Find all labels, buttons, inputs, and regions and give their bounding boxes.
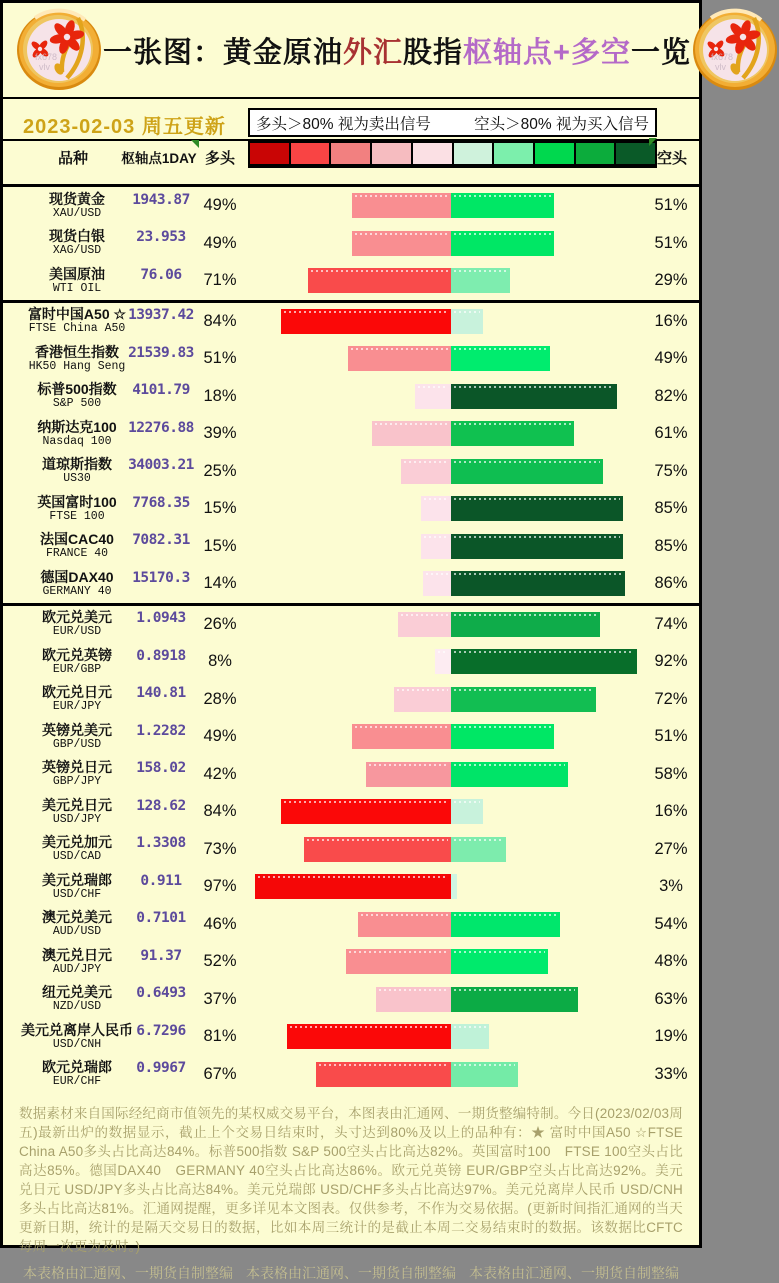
- table-row: [3, 262, 699, 300]
- column-header-pivot: 枢轴点1DAY: [121, 151, 197, 166]
- symbol-name: 道琼斯指数: [42, 456, 112, 473]
- short-percent: 16%: [654, 311, 688, 330]
- table-row: [3, 565, 699, 603]
- pivot-value: 15170.3: [132, 569, 190, 586]
- subheader: [3, 99, 699, 187]
- table-row: [3, 643, 699, 681]
- table-row: [3, 490, 699, 528]
- symbol-code: GBP/JPY: [52, 775, 102, 789]
- long-percent: 81%: [203, 1027, 237, 1045]
- long-bar: [394, 687, 451, 712]
- short-percent: 86%: [654, 574, 688, 592]
- pivot-value: 7082.31: [132, 532, 190, 548]
- symbol-code: EUR/CHF: [52, 1075, 102, 1089]
- page-title: [103, 30, 691, 71]
- short-percent: 51%: [654, 727, 688, 745]
- symbol-name: 澳元兑美元: [42, 909, 112, 926]
- long-bar: [346, 949, 451, 974]
- short-bar: [451, 268, 510, 293]
- symbol-code: AUD/JPY: [52, 962, 102, 976]
- symbol-name: 美元兑离岸人民币: [21, 1021, 133, 1038]
- long-bar: [352, 193, 451, 218]
- short-percent: 3%: [659, 877, 683, 895]
- long-percent: 52%: [203, 952, 237, 970]
- symbol-name: 香港恒生指数: [35, 343, 119, 360]
- symbol-code: USD/CAD: [52, 850, 102, 864]
- long-percent: 49%: [203, 196, 237, 214]
- table-row: [3, 378, 699, 416]
- short-percent: 51%: [654, 233, 688, 252]
- short-percent: 85%: [654, 499, 688, 517]
- short-bar: [451, 874, 457, 899]
- short-bar: [451, 612, 600, 637]
- long-percent: 73%: [203, 839, 237, 858]
- color-scale: [248, 141, 657, 168]
- symbol-code: NZD/USD: [52, 1000, 102, 1014]
- short-bar: [451, 1024, 489, 1049]
- long-bar: [308, 268, 451, 293]
- scale-swatch-6: [494, 143, 533, 164]
- long-percent: 39%: [203, 424, 237, 442]
- pivot-value: 12276.88: [128, 419, 194, 436]
- update-date: 2023-02-03 周五更新: [23, 116, 226, 138]
- long-bar: [435, 649, 451, 674]
- long-bar: [398, 612, 451, 637]
- symbol-name: 美元兑加元: [42, 834, 112, 851]
- scale-swatch-1: [291, 143, 330, 164]
- long-percent: 15%: [203, 499, 237, 517]
- svg-text:vlv: vlv: [39, 62, 50, 72]
- symbol-name: 德国DAX40: [40, 568, 114, 585]
- header: [3, 3, 734, 99]
- symbol-code: GERMANY 40: [42, 584, 112, 598]
- short-bar: [451, 534, 623, 559]
- table-row: [3, 303, 699, 341]
- pivot-value: 4101.79: [132, 382, 190, 398]
- short-bar: [451, 309, 483, 334]
- short-percent: 29%: [654, 271, 688, 289]
- short-bar: [451, 799, 483, 824]
- long-bar: [423, 571, 451, 596]
- long-bar: [421, 496, 451, 521]
- svg-text:fx678: fx678: [35, 52, 58, 62]
- table-row: [3, 1018, 699, 1056]
- short-bar: [451, 346, 550, 371]
- svg-text:fx678: fx678: [711, 52, 734, 62]
- symbol-code: EUR/USD: [52, 625, 102, 639]
- symbol-name: 纽元兑美元: [42, 984, 112, 1001]
- title-black2: 股指: [403, 36, 464, 69]
- long-bar: [287, 1024, 451, 1049]
- long-percent: 14%: [203, 574, 237, 592]
- table-row: [3, 453, 699, 491]
- scale-swatch-4: [413, 143, 452, 164]
- short-bar: [451, 724, 554, 749]
- long-bar: [255, 874, 451, 899]
- symbol-name: 澳元兑日元: [42, 946, 112, 963]
- long-percent: 18%: [203, 386, 237, 405]
- symbol-code: XAU/USD: [52, 206, 102, 220]
- symbol-name: 英镑兑日元: [42, 759, 112, 776]
- coin-flower-logo-icon: [15, 8, 103, 92]
- comment-marker-icon: [191, 140, 199, 148]
- short-percent: 19%: [654, 1027, 688, 1045]
- pivot-value: 6.7296: [136, 1022, 186, 1039]
- symbol-name: 美元兑瑞郎: [42, 871, 112, 888]
- short-bar: [451, 571, 625, 596]
- scale-swatch-8: [576, 143, 615, 164]
- table-row: [3, 415, 699, 453]
- short-percent: 58%: [654, 764, 688, 783]
- scale-swatch-5: [454, 143, 493, 164]
- long-bar: [281, 309, 451, 334]
- pivot-value: 0.911: [140, 872, 182, 889]
- pivot-value: 0.7101: [136, 910, 186, 926]
- short-bar: [451, 384, 617, 409]
- short-percent: 85%: [654, 536, 688, 555]
- pivot-value: 34003.21: [128, 457, 194, 473]
- short-bar: [451, 459, 603, 484]
- long-bar: [316, 1062, 451, 1087]
- long-bar: [358, 912, 451, 937]
- scale-swatch-3: [372, 143, 411, 164]
- long-percent: 42%: [203, 764, 237, 783]
- symbol-name: 现货黄金: [49, 190, 105, 207]
- legend-long-rule: 多头＞80% 视为卖出信号: [256, 115, 431, 133]
- table-row: [3, 606, 699, 644]
- table-row: [3, 906, 699, 944]
- pivot-value: 91.37: [140, 947, 182, 964]
- coin-flower-logo-icon: [691, 8, 779, 92]
- long-bar: [348, 346, 451, 371]
- table-row: [3, 681, 699, 719]
- short-bar: [451, 912, 560, 937]
- long-percent: 26%: [203, 614, 237, 633]
- pivot-value: 13937.42: [128, 307, 194, 323]
- symbol-code: WTI OIL: [52, 281, 102, 295]
- long-percent: 51%: [203, 349, 237, 367]
- symbol-name: 欧元兑瑞郎: [42, 1059, 112, 1076]
- long-bar: [352, 231, 451, 256]
- title-purple: 枢轴点+多空: [463, 36, 631, 69]
- long-percent: 25%: [203, 461, 237, 480]
- long-percent: 49%: [203, 233, 237, 252]
- table-row: [3, 1056, 699, 1094]
- long-bar: [421, 534, 451, 559]
- symbol-code: XAG/USD: [52, 244, 102, 258]
- short-percent: 27%: [654, 839, 688, 858]
- table-row: [3, 831, 699, 869]
- symbol-name: 美元兑日元: [42, 796, 112, 813]
- comment-marker-icon: [649, 138, 657, 146]
- symbol-name: 欧元兑日元: [42, 684, 112, 701]
- table-section-0: [3, 187, 699, 303]
- short-percent: 61%: [654, 424, 688, 442]
- pivot-value: 158.02: [136, 760, 186, 776]
- long-percent: 28%: [203, 689, 237, 708]
- symbol-name: 欧元兑美元: [42, 609, 112, 626]
- symbol-code: HK50 Hang Seng: [28, 359, 126, 373]
- pivot-value: 1.3308: [136, 835, 186, 851]
- symbol-name: 英国富时100: [37, 493, 117, 510]
- table-section-2: [3, 606, 699, 1094]
- table-row: [3, 528, 699, 566]
- credit-text: 本表格由汇通网、一期货自制整编: [23, 1265, 233, 1281]
- short-percent: 82%: [654, 386, 688, 405]
- short-percent: 75%: [654, 461, 688, 480]
- footer: [3, 1093, 699, 1283]
- short-percent: 63%: [654, 989, 688, 1008]
- symbol-code: GBP/USD: [52, 737, 102, 751]
- table-section-1: [3, 303, 699, 606]
- pivot-value: 0.6493: [136, 985, 186, 1001]
- table-row: [3, 187, 699, 225]
- symbol-code: AUD/USD: [52, 925, 102, 939]
- scale-swatch-0: [250, 143, 289, 164]
- long-percent: 49%: [203, 727, 237, 745]
- long-percent: 15%: [203, 536, 237, 555]
- short-bar: [451, 421, 574, 446]
- pivot-table: [3, 187, 699, 1093]
- symbol-name: 富时中国A50 ☆: [27, 306, 127, 323]
- symbol-code: Nasdaq 100: [42, 434, 112, 448]
- credit-text: 本表格由汇通网、一期货自制整编: [469, 1265, 679, 1281]
- long-percent: 97%: [203, 877, 237, 895]
- long-percent: 71%: [203, 271, 237, 289]
- symbol-code: USD/CHF: [52, 887, 102, 901]
- pivot-value: 7768.35: [132, 494, 190, 511]
- symbol-code: FRANCE 40: [45, 547, 109, 561]
- short-percent: 16%: [654, 802, 688, 820]
- symbol-code: USD/JPY: [52, 812, 102, 826]
- long-bar: [366, 762, 451, 787]
- short-bar: [451, 231, 554, 256]
- short-bar: [451, 1062, 518, 1087]
- pivot-value: 128.62: [136, 797, 186, 814]
- short-percent: 48%: [654, 952, 688, 970]
- table-row: [3, 793, 699, 831]
- legend-box: [248, 108, 657, 137]
- short-bar: [451, 193, 554, 218]
- symbol-code: US30: [63, 472, 91, 486]
- pivot-value: 1943.87: [132, 191, 190, 208]
- short-bar: [451, 762, 568, 787]
- column-header-long: 多头: [204, 150, 235, 167]
- long-percent: 46%: [203, 914, 237, 933]
- long-percent: 84%: [203, 311, 237, 330]
- short-percent: 49%: [654, 349, 688, 367]
- symbol-name: 法国CAC40: [40, 531, 114, 548]
- table-row: [3, 756, 699, 794]
- scale-swatch-7: [535, 143, 574, 164]
- footer-notes: 数据素材来自国际经纪商市值领先的某权威交易平台，本图表由汇通网、一期货整编特制。今日(2023/02/03周五)最新出炉的数据显示，截止上个交易日结束时，头寸达到80%及以上的品种有：★ 富时中国A50 ☆FTSE China A50多头占比高达84%。标普500指数 S&P 500空头占比高达82%。英国富时100 FTSE 100空头占比高达85%。德国DAX40 GERMANY 40空头占比高达86%。欧元兑英镑 EUR/GBP空头占比高达92%。美元兑日元 USD/JPY多头占比高达84%。美元兑瑞郎 USD/CHF多头占比高达97%。美元兑离岸人民币 USD/CNH多头占比高达81%。汇通网提醒，更多详见本文图表。仅供参考，不作为交易依据。(更新时间指汇通网的当天更新日期，统计的是隔天交易日的数据，比如本周三统计的是截止本周二交易结束时的数据。该数据比CFTC每周一次更为及时。): [19, 1106, 683, 1254]
- symbol-code: FTSE 100: [49, 509, 105, 523]
- title-black3: 一览: [630, 36, 691, 69]
- symbol-name: 美国原油: [49, 265, 105, 282]
- short-bar: [451, 687, 596, 712]
- long-bar: [372, 421, 451, 446]
- short-bar: [451, 949, 548, 974]
- short-bar: [451, 837, 506, 862]
- scale-swatch-9: [616, 143, 655, 164]
- pivot-value: 1.2282: [136, 722, 186, 739]
- pivot-value: 0.9967: [136, 1060, 186, 1076]
- footer-credits: [19, 1256, 683, 1283]
- short-bar: [451, 987, 578, 1012]
- short-bar: [451, 649, 637, 674]
- long-percent: 8%: [208, 652, 232, 670]
- long-bar: [415, 384, 451, 409]
- scale-swatch-2: [331, 143, 370, 164]
- symbol-name: 纳斯达克100: [37, 418, 117, 435]
- table-row: [3, 340, 699, 378]
- short-bar: [451, 496, 623, 521]
- svg-text:vlv: vlv: [715, 62, 726, 72]
- short-percent: 33%: [654, 1064, 688, 1083]
- credit-text: 本表格由汇通网、一期货自制整编: [246, 1265, 456, 1281]
- long-percent: 67%: [203, 1064, 237, 1083]
- pivot-value: 76.06: [140, 266, 182, 283]
- pivot-value: 21539.83: [128, 344, 194, 361]
- column-header-symbol: 品种: [57, 150, 88, 167]
- title-black1: 一张图：黄金原油: [103, 36, 344, 69]
- long-bar: [352, 724, 451, 749]
- legend-short-rule: 空头＞80% 视为买入信号: [474, 115, 649, 133]
- long-bar: [304, 837, 451, 862]
- pivot-value: 0.8918: [136, 647, 186, 664]
- table-row: [3, 225, 699, 263]
- table-row: [3, 718, 699, 756]
- symbol-name: 英镑兑美元: [42, 721, 112, 738]
- symbol-name: 欧元兑英镑: [42, 646, 112, 663]
- short-percent: 72%: [654, 689, 688, 708]
- symbol-code: USD/CNH: [52, 1037, 102, 1051]
- short-percent: 92%: [654, 652, 688, 670]
- column-header-short: 空头: [656, 150, 687, 167]
- short-percent: 74%: [654, 614, 688, 633]
- long-bar: [281, 799, 451, 824]
- short-percent: 54%: [654, 914, 688, 933]
- long-percent: 37%: [203, 989, 237, 1008]
- symbol-name: 标普500指数: [37, 381, 117, 398]
- symbol-code: FTSE China A50: [28, 322, 126, 336]
- symbol-code: EUR/GBP: [52, 662, 102, 676]
- long-bar: [401, 459, 452, 484]
- short-percent: 51%: [654, 196, 688, 214]
- table-row: [3, 981, 699, 1019]
- pivot-value: 1.0943: [136, 610, 186, 626]
- table-row: [3, 943, 699, 981]
- long-bar: [376, 987, 451, 1012]
- symbol-code: S&P 500: [52, 397, 102, 411]
- title-red: 外汇: [343, 36, 404, 69]
- pivot-value: 23.953: [136, 229, 186, 245]
- symbol-name: 现货白银: [49, 228, 105, 245]
- table-row: [3, 868, 699, 906]
- symbol-code: EUR/JPY: [52, 700, 102, 714]
- long-percent: 84%: [203, 802, 237, 820]
- pivot-value: 140.81: [136, 685, 186, 701]
